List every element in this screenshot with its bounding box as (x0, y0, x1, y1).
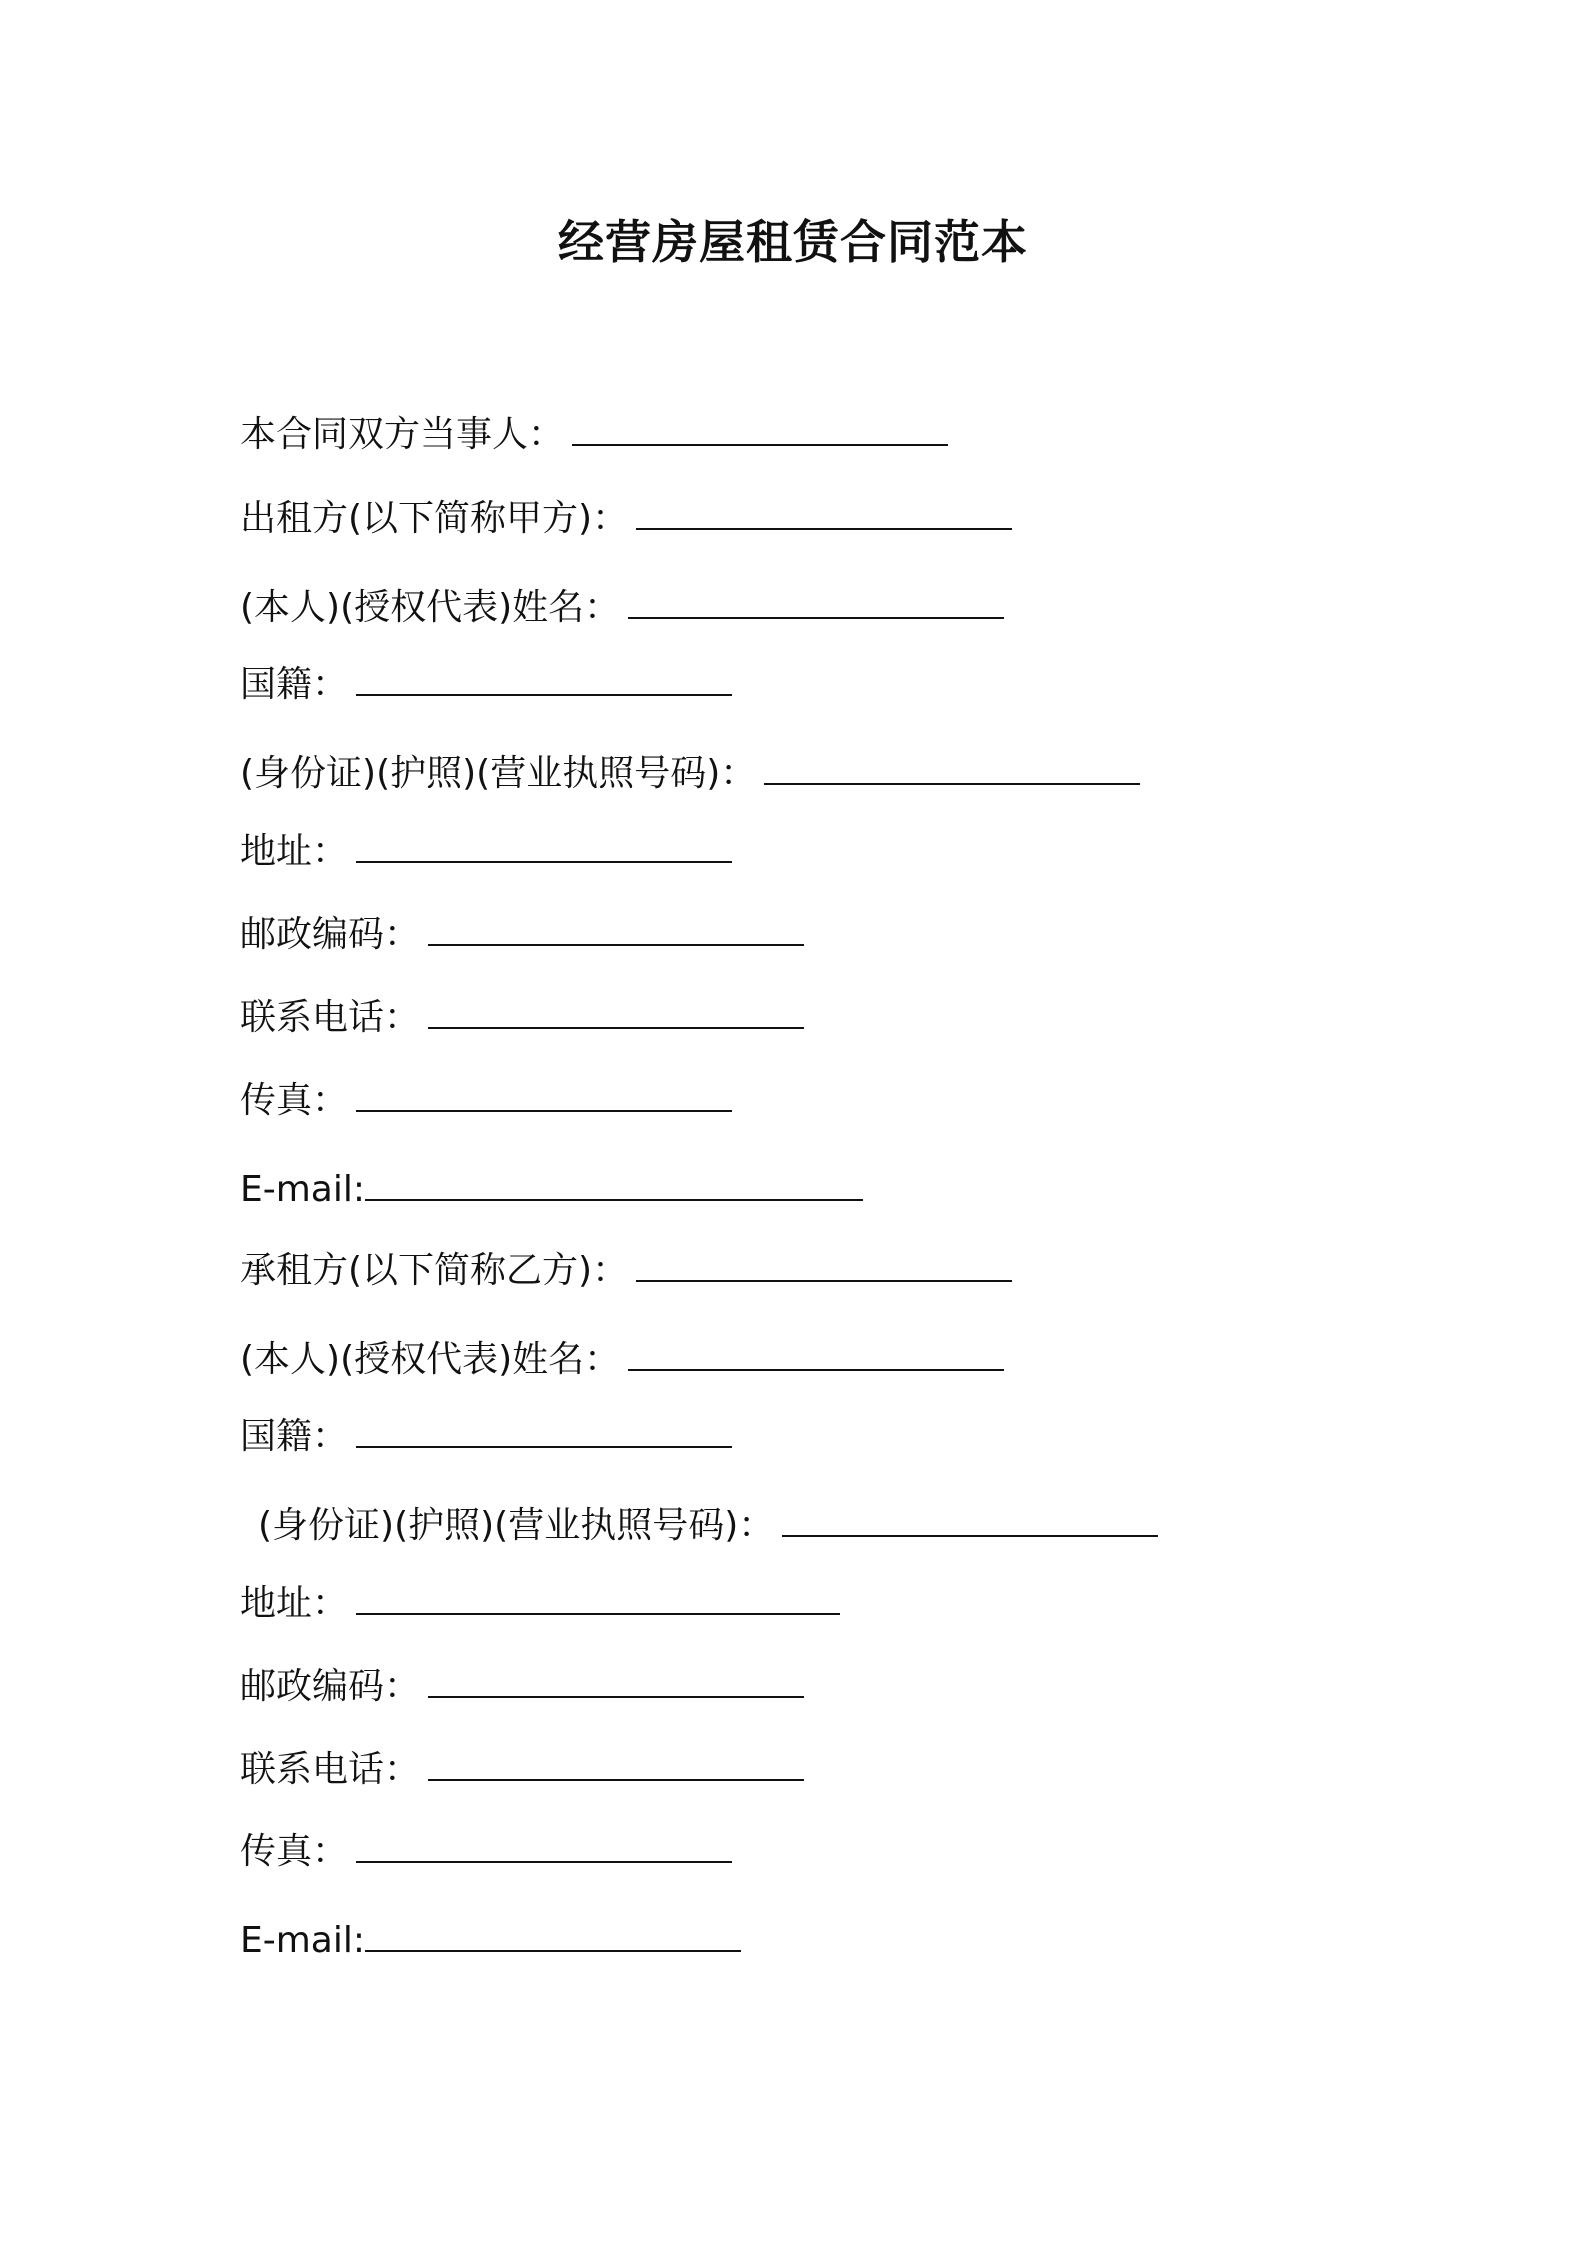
field-lessee-phone (240, 1746, 804, 1794)
blank-line (428, 997, 804, 1029)
field-label: E-mail: (240, 1920, 365, 1961)
field-label: (本人)(授权代表)姓名： (240, 587, 621, 628)
field-lessor-phone (240, 994, 804, 1042)
field-label: 出租方(以下简称甲方)： (240, 498, 629, 539)
blank-line (356, 1831, 732, 1863)
field-label: 联系电话： (240, 997, 421, 1038)
field-lessee-id (258, 1502, 1158, 1550)
blank-line (365, 1920, 741, 1952)
field-lessee (240, 1247, 1012, 1295)
blank-line (782, 1505, 1158, 1537)
field-label: 国籍： (240, 1416, 349, 1457)
field-parties (240, 411, 948, 459)
field-lessor-postcode (240, 911, 804, 959)
field-label: 本合同双方当事人： (240, 414, 565, 455)
field-label: (身份证)(护照)(营业执照号码)： (240, 753, 757, 794)
blank-line (636, 1250, 1012, 1282)
blank-line (764, 753, 1140, 785)
field-lessor-fax (240, 1077, 732, 1125)
field-lessor-id (240, 750, 1140, 798)
blank-line (356, 831, 732, 863)
field-lessor-email (240, 1166, 863, 1214)
field-label: 邮政编码： (240, 1666, 421, 1707)
field-label: 地址： (240, 831, 349, 872)
field-lessor-address (240, 828, 732, 876)
blank-line (356, 1416, 732, 1448)
blank-line (365, 1169, 863, 1201)
blank-line (428, 1749, 804, 1781)
field-lessor-name (240, 584, 1004, 632)
blank-line (636, 498, 1012, 530)
blank-line (356, 664, 732, 696)
field-lessee-fax (240, 1828, 732, 1876)
document-title: 经营房屋租赁合同范本 (558, 215, 1028, 269)
blank-line (628, 587, 1004, 619)
field-label: 联系电话： (240, 1749, 421, 1790)
field-lessor-nationality (240, 661, 732, 709)
field-lessee-nationality (240, 1413, 732, 1461)
field-label: 传真： (240, 1080, 349, 1121)
blank-line (356, 1583, 840, 1615)
field-label: (本人)(授权代表)姓名： (240, 1339, 621, 1380)
field-label: 国籍： (240, 664, 349, 705)
field-label: 地址： (240, 1583, 349, 1624)
field-lessor (240, 495, 1012, 543)
field-lessee-address (240, 1580, 840, 1628)
blank-line (428, 1666, 804, 1698)
blank-line (428, 914, 804, 946)
field-lessee-name (240, 1336, 1004, 1384)
field-lessee-postcode (240, 1663, 804, 1711)
blank-line (572, 414, 948, 446)
field-label: (身份证)(护照)(营业执照号码)： (258, 1505, 775, 1546)
field-label: 承租方(以下简称乙方)： (240, 1250, 629, 1291)
field-label: 传真： (240, 1831, 349, 1872)
field-label: 邮政编码： (240, 914, 421, 955)
field-lessee-email (240, 1917, 741, 1965)
field-label: E-mail: (240, 1169, 365, 1210)
blank-line (628, 1339, 1004, 1371)
blank-line (356, 1080, 732, 1112)
